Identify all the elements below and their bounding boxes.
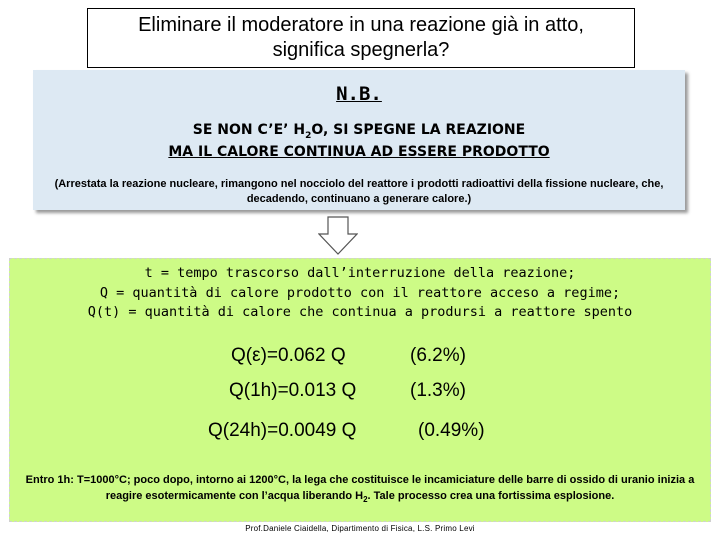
nb-statement-2: MA IL CALORE CONTINUA AD ESSERE PRODOTTO xyxy=(168,144,550,160)
footnote xyxy=(10,472,710,508)
footnote-text-b: . Tale processo crea una fortissima esplosione. xyxy=(367,490,615,502)
value-percent-epsilon: (6.2%) xyxy=(410,345,466,366)
results-panel xyxy=(9,258,711,522)
nb-statement-1-a: SE NON C’E’ H xyxy=(192,122,306,138)
nb-heading: N.B. xyxy=(336,83,382,105)
value-formula-24h: Q(24h)=0.0049 Q xyxy=(208,420,357,441)
nb-note: (Arrestata la reazione nucleare, rimangono nel nocciolo del reattore i prodotti radioattivi della fissione nucleare, che, decadendo, continuano a generare calore.) xyxy=(54,178,664,205)
value-percent-1h: (1.3%) xyxy=(410,380,466,401)
title-line-2: significa spegnerla? xyxy=(272,39,450,61)
down-arrow-icon xyxy=(318,216,358,256)
author-credit: Prof.Daniele Ciaidella, Dipartimento di Fisica, L.S. Primo Levi xyxy=(245,524,475,533)
footnote-text-a: Entro 1h: T=1000°C; poco dopo, intorno ai 1200°C, la lega che costituisce le incamiciature delle barre di ossido di uranio inizia a reagire esotermicamente con l’acqua liberando H xyxy=(25,474,695,502)
definition-t: t = tempo trascorso dall’interruzione della reazione; xyxy=(144,265,576,281)
definition-qt: Q(t) = quantità di calore che continua a prodursi a reattore spento xyxy=(87,304,633,320)
value-formula-1h: Q(1h)=0.013 Q xyxy=(229,380,357,401)
slide-title xyxy=(87,8,635,68)
title-line-1: Eliminare il moderatore in una reazione già in atto, xyxy=(138,14,584,36)
nb-panel xyxy=(33,70,685,210)
value-percent-24h: (0.49%) xyxy=(418,420,485,441)
definition-q: Q = quantità di calore prodotto con il reattore acceso a regime; xyxy=(99,285,621,301)
value-formula-epsilon: Q(ε)=0.062 Q xyxy=(231,345,346,366)
footnote-sub: 2 xyxy=(363,495,368,505)
nb-statement-1-b: O, SI SPEGNE LA REAZIONE xyxy=(311,122,526,138)
nb-statement-1 xyxy=(33,122,685,141)
nb-statement-1-sub: 2 xyxy=(305,130,312,141)
